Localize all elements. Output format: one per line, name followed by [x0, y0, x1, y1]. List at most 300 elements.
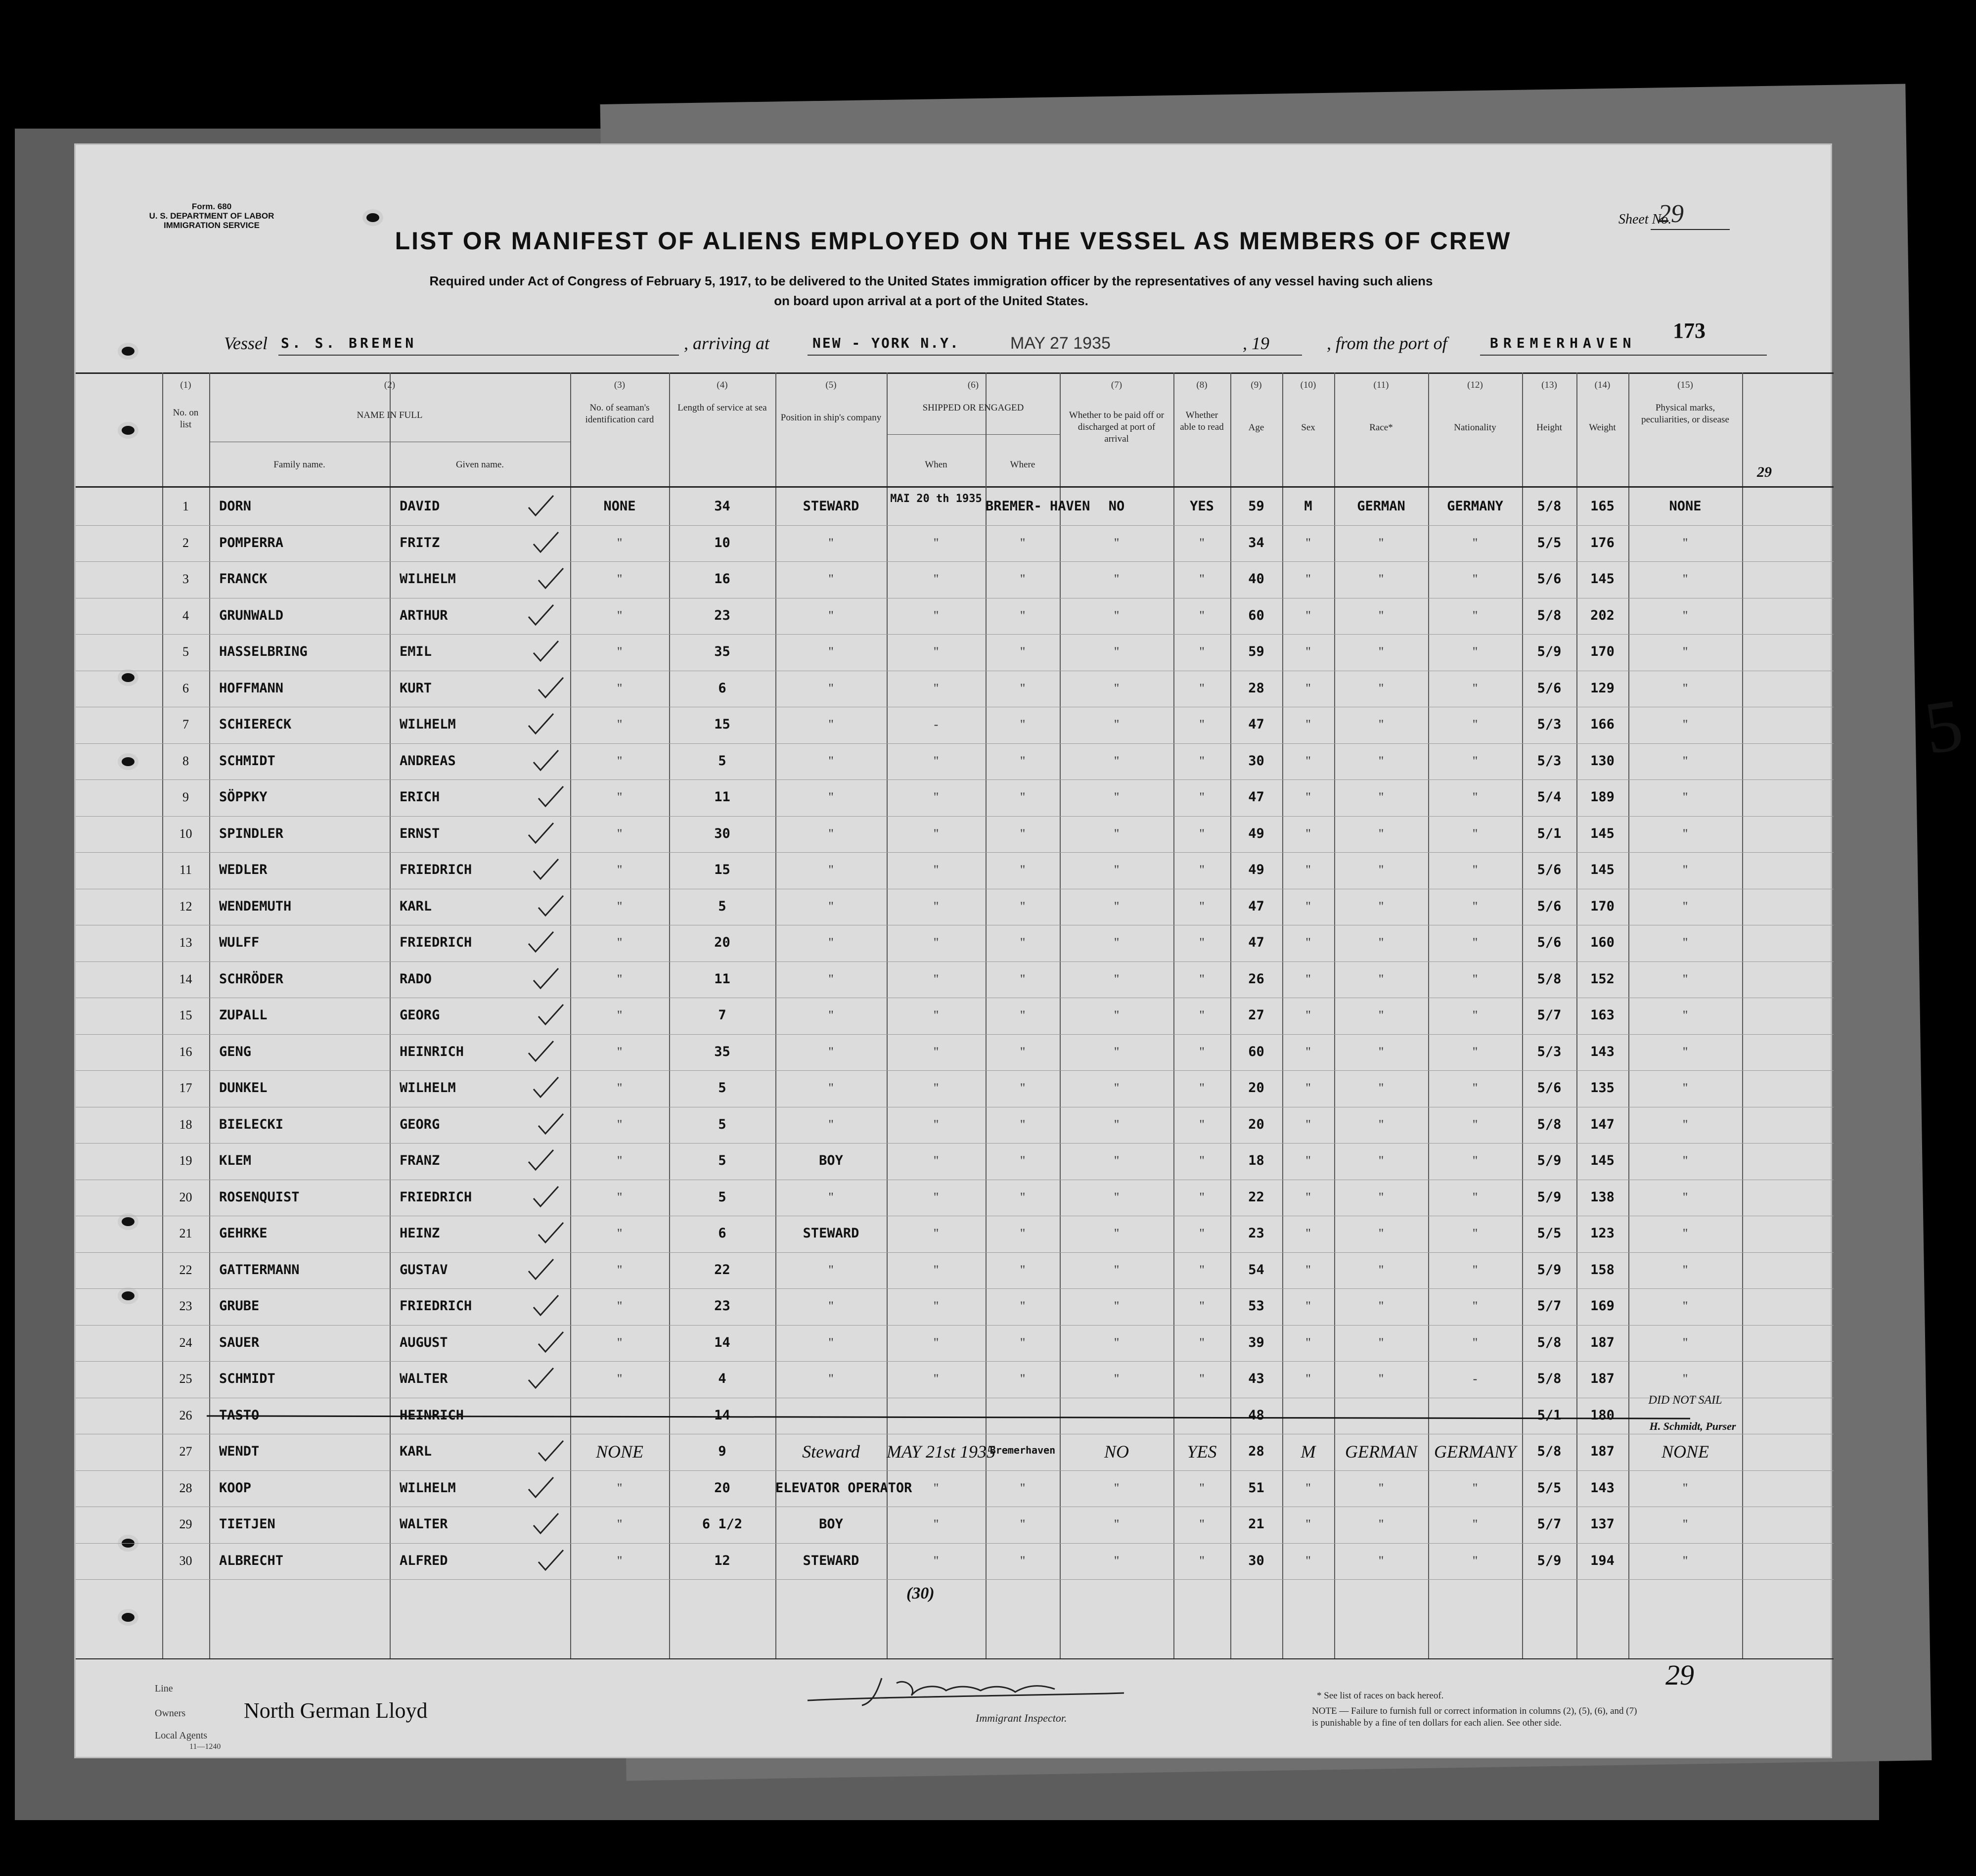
cell-sex: "	[1305, 935, 1311, 950]
punch-hole	[362, 209, 383, 226]
column-header-race: Race*	[1369, 422, 1393, 433]
column-header-length-service: Length of service at sea	[677, 403, 767, 413]
cell-given: FRIEDRICH	[400, 1189, 472, 1205]
cell-age: 47	[1248, 717, 1264, 732]
cell-when: "	[933, 1044, 939, 1059]
cell-read: "	[1199, 1517, 1205, 1531]
cell-paid: "	[1114, 1117, 1120, 1132]
cell-family: GENG	[219, 1044, 252, 1059]
cell-id: "	[617, 535, 623, 550]
cell-nationality: "	[1472, 1226, 1478, 1240]
cell-position: "	[828, 644, 834, 659]
cell-given: KARL	[400, 1444, 432, 1459]
cell-position: Steward	[802, 1442, 860, 1462]
cell-paid: "	[1114, 935, 1120, 950]
owners-value: North German Lloyd	[244, 1698, 428, 1723]
cell-given: WILHELM	[400, 1480, 456, 1496]
cell-when: "	[933, 1553, 939, 1568]
cell-height: 5/9	[1537, 644, 1562, 659]
check-icon	[531, 530, 560, 555]
cell-when: "	[933, 1517, 939, 1531]
cell-age: 28	[1248, 680, 1264, 696]
inspector-signature	[798, 1668, 1134, 1708]
column-rule	[390, 372, 391, 1658]
cell-nationality: "	[1472, 572, 1478, 586]
cell-height: 5/1	[1537, 1407, 1562, 1423]
subtitle-line-2: on board upon arrival at a port of the United States.	[774, 293, 1088, 308]
cell-height: 5/7	[1537, 1298, 1562, 1314]
cell-race: "	[1378, 1517, 1384, 1531]
cell-race: GERMAN	[1357, 499, 1405, 514]
cell-given: WALTER	[400, 1516, 448, 1532]
cell-nationality: "	[1472, 863, 1478, 877]
cell-read: YES	[1187, 1442, 1217, 1462]
cell-length: 5	[718, 1153, 726, 1168]
cell-sex: M	[1304, 499, 1312, 514]
cell-age: 34	[1248, 535, 1264, 550]
cell-paid: "	[1114, 1153, 1120, 1168]
cell-race: "	[1378, 1553, 1384, 1568]
cell-family: WENDEMUTH	[219, 898, 292, 914]
cell-length: 11	[714, 789, 730, 805]
cell-age: 59	[1248, 499, 1264, 514]
cell-height: 5/6	[1537, 862, 1562, 877]
cell-race	[1334, 1398, 1428, 1433]
cell-given: ERICH	[400, 789, 440, 805]
cell-paid: "	[1114, 1190, 1120, 1204]
cell-age: 53	[1248, 1298, 1264, 1314]
cell-age: 51	[1248, 1480, 1264, 1496]
column-number: (4)	[717, 380, 728, 390]
cell-id: "	[617, 1372, 623, 1386]
cell-id: "	[617, 1190, 623, 1204]
cell-weight: 130	[1590, 753, 1615, 769]
cell-physical: "	[1682, 644, 1688, 659]
page-title: LIST OR MANIFEST OF ALIENS EMPLOYED ON THE VESSEL AS MEMBERS OF CREW	[395, 227, 1512, 255]
cell-weight: 176	[1590, 535, 1615, 550]
cell-id: "	[617, 644, 623, 659]
cell-read: "	[1199, 1008, 1205, 1022]
cell-family: SCHRÖDER	[219, 971, 284, 987]
cell-height: 5/8	[1537, 499, 1562, 514]
cell-race: "	[1378, 1335, 1384, 1350]
cell-when: "	[933, 863, 939, 877]
cell-read: "	[1199, 644, 1205, 659]
cell-read: "	[1199, 1226, 1205, 1240]
cell-family: SCHMIDT	[219, 1371, 275, 1386]
cell-weight: 187	[1590, 1444, 1615, 1459]
column-header-height: Height	[1536, 422, 1562, 433]
cell-height: 5/6	[1537, 935, 1562, 950]
column-number: (8)	[1196, 380, 1208, 390]
cell-family: ALBRECHT	[219, 1553, 284, 1568]
cell-nationality: "	[1472, 1299, 1478, 1313]
cell-length: 23	[714, 1298, 730, 1314]
cell-height: 5/6	[1537, 898, 1562, 914]
cell-position: "	[828, 1262, 834, 1277]
cell-given: ARTHUR	[400, 607, 448, 623]
cell-id: "	[617, 1044, 623, 1059]
cell-weight: 145	[1590, 1153, 1615, 1168]
cell-weight: 189	[1590, 789, 1615, 805]
cell-length: 9	[718, 1444, 726, 1459]
cell-read: "	[1199, 572, 1205, 586]
cell-age: 30	[1248, 753, 1264, 769]
cell-id	[570, 1398, 669, 1433]
cell-physical: "	[1682, 971, 1688, 986]
cell-family: DORN	[219, 499, 252, 514]
cell-given: ALFRED	[400, 1553, 448, 1568]
cell-no: 25	[179, 1372, 192, 1386]
cell-age: 60	[1248, 1044, 1264, 1059]
cell-where: "	[1020, 826, 1026, 841]
vessel-label: Vessel	[224, 333, 268, 353]
races-note: * See list of races on back hereof.	[1317, 1691, 1444, 1701]
cell-paid: "	[1114, 681, 1120, 695]
cell-weight: 180	[1590, 1407, 1615, 1423]
cell-weight: 202	[1590, 607, 1615, 623]
check-icon	[536, 1112, 565, 1137]
cell-position: ELEVATOR OPERATOR	[775, 1480, 912, 1496]
cell-id: "	[617, 1117, 623, 1132]
cell-sex: "	[1305, 1335, 1311, 1350]
cell-paid: "	[1114, 717, 1120, 732]
cell-nationality: "	[1472, 535, 1478, 550]
cell-family: HASSELBRING	[219, 644, 308, 659]
column-number: (6)	[967, 380, 979, 390]
cell-id: "	[617, 1517, 623, 1531]
cell-paid: "	[1114, 1081, 1120, 1095]
column-number: (11)	[1373, 380, 1389, 390]
cell-length: 35	[714, 644, 730, 659]
cell-given: WILHELM	[400, 717, 456, 732]
cell-physical: "	[1682, 1008, 1688, 1022]
cell-no: 29	[179, 1517, 192, 1531]
cell-race: "	[1378, 644, 1384, 659]
cell-family: WEDLER	[219, 862, 268, 877]
check-icon	[536, 566, 565, 591]
cell-read	[1173, 1398, 1230, 1433]
penalty-note	[1312, 1705, 1806, 1729]
penalty-note-line-1: NOTE — Failure to furnish full or correct information in columns (2), (5), (6), and (7)	[1312, 1706, 1637, 1716]
cell-weight: 135	[1590, 1080, 1615, 1096]
cell-family: FRANCK	[219, 571, 268, 587]
cell-sex: "	[1305, 1081, 1311, 1095]
cell-age: 21	[1248, 1516, 1264, 1532]
cell-where: "	[1020, 935, 1026, 950]
cell-height: 5/6	[1537, 571, 1562, 587]
cell-given: GEORG	[400, 1116, 440, 1132]
cell-nationality: "	[1472, 1553, 1478, 1568]
cell-sex: "	[1305, 535, 1311, 550]
owners-label: Owners	[155, 1708, 186, 1719]
cell-no: 9	[182, 790, 189, 804]
cell-height: 5/5	[1537, 1226, 1562, 1241]
column-number: (7)	[1111, 380, 1123, 390]
cell-id: "	[617, 1262, 623, 1277]
cell-race: "	[1378, 753, 1384, 768]
cell-sex: "	[1305, 1262, 1311, 1277]
manifest-page	[74, 143, 1968, 1758]
column-header-given-name: Given name.	[455, 459, 504, 470]
cell-read: "	[1199, 1081, 1205, 1095]
row-rule	[76, 1579, 1834, 1580]
cell-height: 5/3	[1537, 717, 1562, 732]
cell-age: 30	[1248, 1553, 1264, 1568]
cell-no: 8	[182, 753, 189, 768]
cell-weight: 170	[1590, 898, 1615, 914]
total-count: (30)	[906, 1584, 935, 1602]
cell-no: 5	[182, 644, 189, 659]
cell-paid: "	[1114, 572, 1120, 586]
cell-id: "	[617, 1480, 623, 1495]
column-rule	[1742, 372, 1743, 1658]
column-header-able-read: Whether able to read	[1180, 410, 1224, 432]
column-header-family-name: Family name.	[273, 459, 325, 470]
arriving-label: , arriving at	[684, 333, 770, 353]
cell-family: SPINDLER	[219, 825, 284, 841]
cell-position: "	[828, 681, 834, 695]
column-number: (9)	[1251, 380, 1262, 390]
cell-weight: 137	[1590, 1516, 1615, 1532]
cell-given: ERNST	[400, 825, 440, 841]
cell-where: "	[1020, 681, 1026, 695]
cell-sex: "	[1305, 1372, 1311, 1386]
cell-read: "	[1199, 1335, 1205, 1350]
cell-where: "	[1020, 753, 1026, 768]
side-mark: 29	[1757, 464, 1772, 480]
cell-age: 59	[1248, 644, 1264, 659]
cell-given: GEORG	[400, 1007, 440, 1023]
cell-length: 12	[714, 1553, 730, 1568]
cell-length: 14	[714, 1334, 730, 1350]
check-icon	[531, 748, 560, 773]
cell-sex: "	[1305, 1044, 1311, 1059]
cell-position: "	[828, 971, 834, 986]
cell-weight: 158	[1590, 1262, 1615, 1278]
cell-id: "	[617, 753, 623, 768]
cell-length: 5	[718, 1189, 726, 1205]
cell-family: SCHIERECK	[219, 717, 292, 732]
punch-hole	[118, 343, 138, 360]
header-sub-rule	[887, 434, 1060, 435]
cell-where: "	[1020, 608, 1026, 623]
cell-given: AUGUST	[400, 1334, 448, 1350]
cell-length: 4	[718, 1371, 726, 1386]
cell-no: 19	[179, 1153, 192, 1168]
cell-when: "	[933, 608, 939, 623]
cell-where: "	[1020, 572, 1026, 586]
cell-length: 16	[714, 571, 730, 587]
cell-id: "	[617, 1008, 623, 1022]
cell-where: "	[1020, 1153, 1026, 1168]
subtitle-line-1: Required under Act of Congress of February 5, 1917, to be delivered to the United States immigration officer by the representatives of any vessel having such aliens	[429, 274, 1433, 288]
footer-rule	[76, 1658, 1834, 1659]
cell-physical: "	[1682, 1517, 1688, 1531]
cell-where: "	[1020, 1008, 1026, 1022]
cell-when: "	[933, 1190, 939, 1204]
column-number: (15)	[1677, 380, 1693, 390]
cell-id: "	[617, 681, 623, 695]
cell-where: "	[1020, 1372, 1026, 1386]
cell-nationality: "	[1472, 1117, 1478, 1132]
cell-id: "	[617, 1299, 623, 1313]
cell-position: "	[828, 1081, 834, 1095]
form-number: Form. 680	[191, 202, 232, 211]
cell-given: WALTER	[400, 1371, 448, 1386]
check-icon	[531, 966, 560, 991]
cell-no: 28	[179, 1480, 192, 1495]
cell-length: 23	[714, 607, 730, 623]
cell-position: "	[828, 1044, 834, 1059]
cell-nationality: "	[1472, 935, 1478, 950]
page-stamp: 173	[1673, 319, 1706, 343]
cell-nationality: -	[1473, 1372, 1478, 1386]
cell-physical: "	[1682, 1044, 1688, 1059]
cell-family: TASTO	[219, 1407, 260, 1423]
cell-physical: "	[1682, 608, 1688, 623]
cell-id: "	[617, 790, 623, 804]
cell-family: SÖPPKY	[219, 789, 268, 805]
cell-height: 5/8	[1537, 1116, 1562, 1132]
cell-sex	[1282, 1398, 1334, 1433]
check-icon	[531, 1511, 560, 1536]
from-value: BREMERHAVEN	[1490, 335, 1636, 351]
cell-physical: "	[1682, 790, 1688, 804]
cell-paid: "	[1114, 899, 1120, 914]
footer	[76, 1658, 1834, 1757]
cell-read: "	[1199, 899, 1205, 914]
cell-height: 5/9	[1537, 1553, 1562, 1568]
cell-age: 22	[1248, 1189, 1264, 1205]
cell-position: "	[828, 1008, 834, 1022]
cell-physical: "	[1682, 681, 1688, 695]
cell-nationality: "	[1472, 971, 1478, 986]
cell-physical: DID NOT SAIL	[1648, 1393, 1722, 1407]
cell-length: 6	[718, 680, 726, 696]
cell-no: 24	[179, 1335, 192, 1350]
cell-weight: 143	[1590, 1480, 1615, 1496]
cell-race: "	[1378, 717, 1384, 732]
column-number: (14)	[1594, 380, 1611, 390]
cell-nationality: "	[1472, 1335, 1478, 1350]
cell-read: "	[1199, 1262, 1205, 1277]
cell-height: 5/8	[1537, 1444, 1562, 1459]
cell-where: "	[1020, 1081, 1026, 1095]
cell-age: 39	[1248, 1334, 1264, 1350]
cell-where: "	[1020, 1299, 1026, 1313]
cell-race: "	[1378, 1262, 1384, 1277]
cell-weight: 145	[1590, 825, 1615, 841]
cell-age: 47	[1248, 898, 1264, 914]
cell-race: "	[1378, 1153, 1384, 1168]
cell-physical: "	[1682, 1372, 1688, 1386]
column-number: (3)	[614, 380, 626, 390]
cell-paid: "	[1114, 1226, 1120, 1240]
arriving-value: NEW - YORK N.Y.	[812, 335, 960, 351]
cell-read: "	[1199, 1299, 1205, 1313]
cell-physical: "	[1682, 935, 1688, 950]
cell-height: 5/9	[1537, 1189, 1562, 1205]
cell-weight: 145	[1590, 571, 1615, 587]
cell-sex: "	[1305, 1226, 1311, 1240]
cell-id: "	[617, 971, 623, 986]
cell-given: FRANZ	[400, 1153, 440, 1168]
cell-race: "	[1378, 681, 1384, 695]
column-header-weight: Weight	[1589, 422, 1616, 433]
cell-family: KOOP	[219, 1480, 252, 1496]
cell-when: "	[933, 790, 939, 804]
cell-when: "	[933, 1372, 939, 1386]
check-icon	[536, 894, 565, 918]
cell-race: "	[1378, 1480, 1384, 1495]
cell-nationality: "	[1472, 826, 1478, 841]
cell-sex: "	[1305, 899, 1311, 914]
cell-position: "	[828, 1117, 834, 1132]
cell-id: "	[617, 1081, 623, 1095]
check-icon	[526, 712, 555, 736]
cell-no: 17	[179, 1081, 192, 1095]
line-label: Line	[155, 1683, 173, 1694]
cell-where: "	[1020, 1335, 1026, 1350]
cell-weight: 166	[1590, 717, 1615, 732]
cell-id: "	[617, 826, 623, 841]
cell-race: "	[1378, 1044, 1384, 1059]
cell-id: "	[617, 863, 623, 877]
department-name: U. S. DEPARTMENT OF LABOR	[149, 211, 274, 221]
cell-weight: 163	[1590, 1007, 1615, 1023]
check-icon	[531, 639, 560, 664]
cell-nationality: "	[1472, 753, 1478, 768]
cell-read: "	[1199, 826, 1205, 841]
cell-no: 10	[179, 826, 192, 841]
cell-age: 26	[1248, 971, 1264, 987]
check-icon	[536, 1548, 565, 1573]
cell-race: "	[1378, 1226, 1384, 1240]
cell-when: "	[933, 1226, 939, 1240]
cell-when: "	[933, 1081, 939, 1095]
cell-position: "	[828, 1335, 834, 1350]
cell-position: "	[828, 826, 834, 841]
cell-when: "	[933, 1008, 939, 1022]
cell-id: "	[617, 717, 623, 732]
cell-nationality: GERMANY	[1434, 1442, 1516, 1462]
check-icon	[531, 1293, 560, 1318]
cell-paid: "	[1114, 826, 1120, 841]
cell-id: "	[617, 899, 623, 914]
cell-where	[986, 1398, 1060, 1433]
cell-nationality: "	[1472, 1044, 1478, 1059]
column-number: (12)	[1467, 380, 1483, 390]
cell-height: 5/4	[1537, 789, 1562, 805]
cell-age: 18	[1248, 1153, 1264, 1168]
cell-age: 23	[1248, 1226, 1264, 1241]
cell-read: "	[1199, 1153, 1205, 1168]
cell-read: YES	[1190, 499, 1214, 514]
cell-weight: 187	[1590, 1334, 1615, 1350]
cell-paid: "	[1114, 1262, 1120, 1277]
cell-read: "	[1199, 1190, 1205, 1204]
cell-family: DUNKEL	[219, 1080, 268, 1096]
cell-read: "	[1199, 608, 1205, 623]
date-stamp: MAY 27 1935	[1010, 334, 1111, 353]
cell-no: 23	[179, 1299, 192, 1313]
cell-position: "	[828, 899, 834, 914]
cell-sex: "	[1305, 753, 1311, 768]
cell-no: 3	[182, 572, 189, 586]
cell-family: WULFF	[219, 935, 260, 950]
cell-race: "	[1378, 899, 1384, 914]
